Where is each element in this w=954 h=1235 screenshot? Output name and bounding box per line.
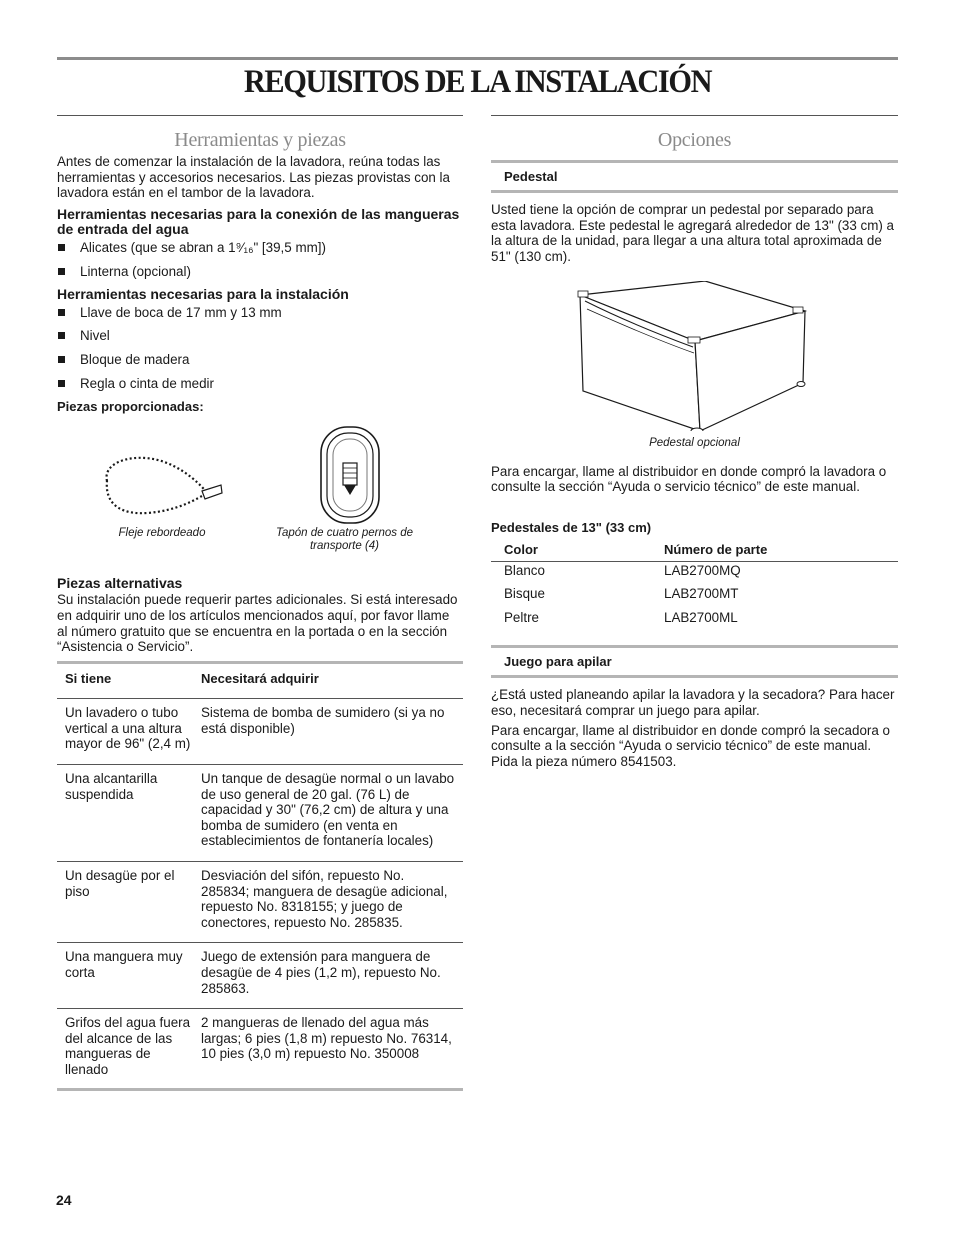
tools-parts-heading: Herramientas y piezas xyxy=(174,129,346,151)
table-row xyxy=(491,609,898,630)
table-row xyxy=(491,561,898,585)
stack-kit-heading: Juego para apilar xyxy=(504,654,612,670)
beaded-strap-caption: Fleje rebordeado xyxy=(118,526,206,539)
pedestal-table-title: Pedestales de 13" (33 cm) xyxy=(491,520,652,536)
list-item: Bloque de madera xyxy=(57,352,463,368)
section-rule xyxy=(57,115,463,116)
table-cell: Grifos del agua fuera del alcance de las mangueras de llenado xyxy=(65,1015,191,1077)
list-item: Llave de boca de 17 mm y 13 mm xyxy=(57,305,463,321)
alt-parts-heading: Piezas alternativas xyxy=(57,574,183,591)
table-cell: Blanco xyxy=(504,562,545,578)
table-header-row xyxy=(491,542,898,562)
table-row xyxy=(491,585,898,609)
pedestal-parts-table xyxy=(491,542,898,630)
alt-parts-text: Su instalación puede requerir partes adicionales. Si está interesado en adquirir uno de los artículos mencionados aquí, por favor llame al número gratuito que se encuentra en la portada o en la sección “Asistencia o Servicio”. xyxy=(57,592,458,655)
table-cell: Desviación del sifón, repuesto No. 285834; manguera de desagüe adicional, repuesto No. 8318155; y juego de conectores, repuesto No. 285835. xyxy=(201,868,448,930)
pedestal-heading: Pedestal xyxy=(504,169,558,184)
table-cell: Peltre xyxy=(504,609,539,625)
list-item: Regla o cinta de medir xyxy=(57,376,463,392)
table-cell: Un desagüe por el piso xyxy=(65,868,175,899)
intro-text: Antes de comenzar la instalación de la lavadora, reúna todas las herramientas y accesorios necesarios. Las piezas provistas con la lavadora están en el tambor de la lavadora. xyxy=(57,154,450,201)
pedestal-caption: Pedestal opcional xyxy=(649,437,740,450)
list-item: Alicates (que se abran a 1⁹⁄₁₆" [39,5 mm]) xyxy=(57,240,463,256)
shipping-bolt-plug-caption: Tapón de cuatro pernos de transporte (4) xyxy=(275,526,414,553)
list-item: Linterna (opcional) xyxy=(57,264,463,280)
options-heading: Opciones xyxy=(657,129,732,151)
table-cell: Sistema de bomba de sumidero (si ya no está disponible) xyxy=(201,705,445,736)
parts-supplied-heading: Piezas proporcionadas: xyxy=(57,399,204,415)
page-title: REQUISITOS DE LA INSTALACIÓN xyxy=(243,64,712,100)
stack-kit-text: ¿Está usted planeando apilar la lavadora y la secadora? Para hacer eso, necesitará comprar un juego para apilar. xyxy=(491,687,895,719)
alternate-parts-table xyxy=(57,661,463,1091)
stack-kit-order-text: Para encargar, llame al distribuidor en donde compró la secadora o consulte a la sección “Ayuda o servicio técnico” de este manual. Pida la pieza número 8541503. xyxy=(491,722,890,769)
page-number: 24 xyxy=(56,1192,72,1208)
right-column xyxy=(491,115,898,769)
table-row xyxy=(57,943,463,1009)
table-row xyxy=(57,862,463,943)
pedestal-heading-box xyxy=(491,160,898,193)
pedestal-illustration xyxy=(575,281,815,431)
section-rule xyxy=(491,115,898,116)
table-header-row xyxy=(57,662,463,699)
table-cell: Un lavadero o tubo vertical a una altura mayor de 96" (2,4 m) xyxy=(65,705,191,752)
table-row xyxy=(57,699,463,765)
tools-hose-heading: Herramientas necesarias para la conexión de las mangueras de entrada del agua xyxy=(57,205,460,238)
table-header: Necesitará adquirir xyxy=(201,670,319,686)
table-cell: Un tanque de desagüe normal o un lavabo de uso general de 20 gal. (76 L) de capacidad y 30" (76,2 cm) de altura y una bomba de sumidero (en venta en establecimientos de fontanería locales) xyxy=(201,771,455,849)
list-item: Nivel xyxy=(57,328,463,344)
table-cell: Una manguera muy corta xyxy=(65,949,183,980)
table-header: Si tiene xyxy=(65,670,112,686)
pedestal-order-text: Para encargar, llame al distribuidor en donde compró la lavadora o consulte la sección “Ayuda o servicio técnico” de este manual. xyxy=(491,463,887,495)
table-cell: LAB2700MQ xyxy=(664,562,741,578)
tools-install-heading: Herramientas necesarias para la instalación xyxy=(57,286,349,303)
stack-kit-heading-box xyxy=(491,645,898,678)
tools-install-list xyxy=(57,305,463,391)
table-cell: 2 mangueras de llenado del agua más largas; 6 pies (1,8 m) repuesto No. 76314, 10 pies (3,0 m) repuesto No. 350008 xyxy=(201,1015,452,1062)
parts-illustration-area xyxy=(57,421,463,561)
beaded-strap-illustration xyxy=(97,441,227,521)
pedestal-text: Usted tiene la opción de comprar un pedestal por separado para esta lavadora. Este pedestal le agregará alrededor de 13" (33 cm) a la altura de la unidad, para llegar a una altura total aproximada de 51" (130 cm). xyxy=(491,202,894,264)
table-row xyxy=(57,1009,463,1089)
top-rule xyxy=(57,57,898,60)
table-cell: Bisque xyxy=(504,586,545,602)
table-cell: LAB2700ML xyxy=(664,609,738,625)
shipping-bolt-plug-illustration xyxy=(315,421,385,531)
table-header: Número de parte xyxy=(664,541,768,557)
table-cell: Juego de extensión para manguera de desagüe de 4 pies (1,2 m), repuesto No. 285863. xyxy=(201,949,441,996)
table-header: Color xyxy=(504,541,538,557)
table-row xyxy=(57,765,463,862)
tools-hose-list xyxy=(57,240,463,279)
table-cell: Una alcantarilla suspendida xyxy=(65,771,158,802)
table-cell: LAB2700MT xyxy=(664,586,739,602)
left-column xyxy=(57,115,463,1091)
